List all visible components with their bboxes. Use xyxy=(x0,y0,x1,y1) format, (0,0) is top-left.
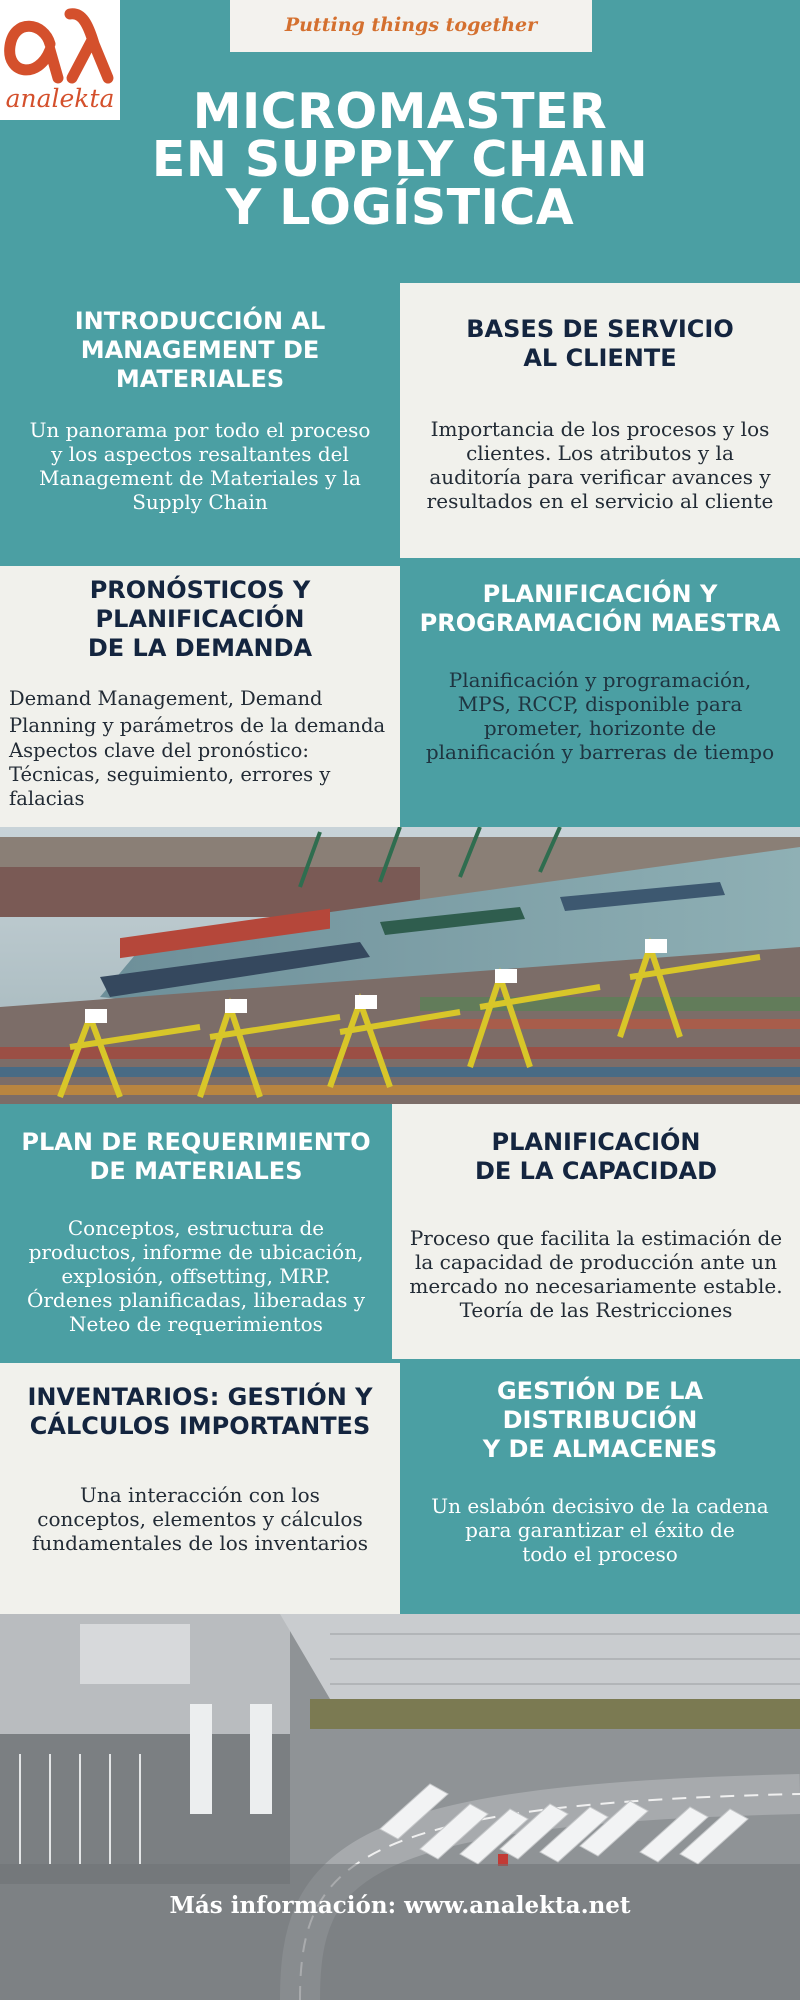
port-container-photo xyxy=(0,827,800,1104)
main-title xyxy=(0,83,800,236)
section-title: INTRODUCCIÓN AL MANAGEMENT DE MATERIALES xyxy=(74,307,326,393)
section-title: PLANIFICACIÓN Y PROGRAMACIÓN MAESTRA xyxy=(419,580,781,637)
section-pronosticos-demanda xyxy=(0,566,400,827)
section-title: PRONÓSTICOS Y PLANIFICACIÓN DE LA DEMANDA xyxy=(87,576,313,662)
section-programacion-maestra xyxy=(400,558,800,827)
section-title: BASES DE SERVICIO AL CLIENTE xyxy=(466,315,734,372)
section-body: Una interacción con los conceptos, elementos y cálculos fundamentales de los inventarios xyxy=(32,1483,368,1555)
section-body: Conceptos, estructura de productos, informe de ubicación, explosión, offsetting, MRP. Órdenes planificadas, liberadas y Neteo de requerimientos xyxy=(26,1216,366,1336)
section-title: PLAN DE REQUERIMIENTO DE MATERIALES xyxy=(21,1128,371,1185)
section-intro-materiales xyxy=(0,283,400,566)
section-title: GESTIÓN DE LA DISTRIBUCIÓN Y DE ALMACENES xyxy=(482,1377,718,1463)
main-title-line: Y LOGÍSTICA xyxy=(225,179,575,236)
section-inventarios xyxy=(0,1363,400,1614)
section-title: INVENTARIOS: GESTIÓN Y CÁLCULOS IMPORTANTES xyxy=(27,1383,373,1440)
main-title-line: EN SUPPLY CHAIN xyxy=(151,131,649,188)
section-title: PLANIFICACIÓN DE LA CAPACIDAD xyxy=(474,1128,717,1185)
section-body: Un eslabón decisivo de la cadena para garantizar el éxito de todo el proceso xyxy=(431,1494,769,1566)
section-requerimiento-materiales xyxy=(0,1104,392,1363)
section-distribucion-almacenes xyxy=(400,1359,800,1614)
logo-wordmark: analekta xyxy=(5,84,115,113)
tagline-box xyxy=(230,0,592,52)
warehouse-aerial-photo xyxy=(0,1614,800,2000)
section-body: Importancia de los procesos y los clientes. Los atributos y la auditoría para verificar avances y resultados en el servicio al cliente xyxy=(426,417,774,513)
section-body: Planificación y programación, MPS, RCCP, disponible para prometer, horizonte de planificación y barreras de tiempo xyxy=(425,668,775,764)
section-body: Demand Management, Demand Planning y parámetros de la demanda Aspectos clave del pronóstico: Técnicas, seguimiento, errores y falacias xyxy=(9,687,386,810)
section-servicio-cliente xyxy=(400,283,800,558)
main-title-line: MICROMASTER xyxy=(192,83,608,140)
section-body: Un panorama por todo el proceso y los aspectos resaltantes del Management de Materiales y la Supply Chain xyxy=(29,418,371,514)
more-info-link[interactable]: Más información: www.analekta.net xyxy=(169,1892,631,1919)
section-capacidad xyxy=(392,1104,800,1359)
alpha-lambda-logo-icon xyxy=(4,4,116,86)
tagline: Putting things together xyxy=(284,14,538,36)
section-body: Proceso que facilita la estimación de la capacidad de producción ante un mercado no necesariamente estable. Teoría de las Restricciones xyxy=(409,1226,783,1322)
